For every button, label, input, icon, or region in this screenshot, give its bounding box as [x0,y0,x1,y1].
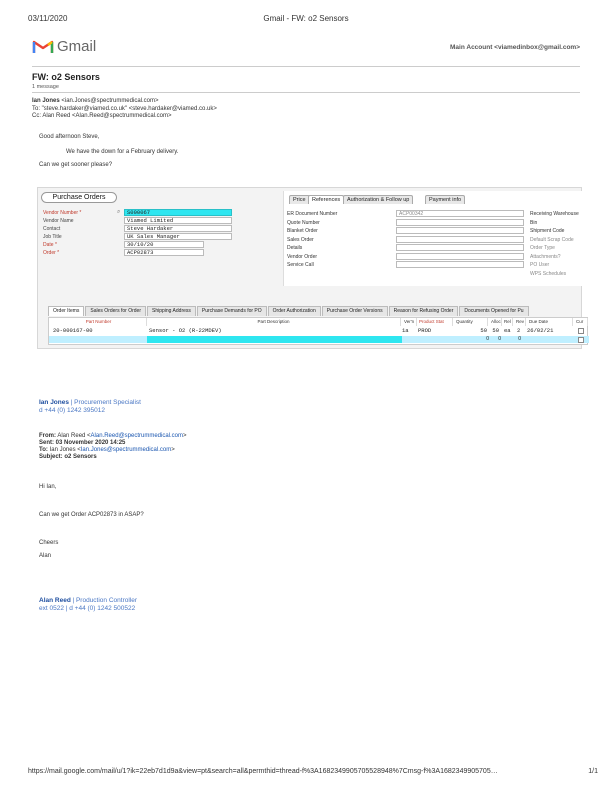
grid-column-header[interactable]: Part Number [51,318,147,326]
body-line-2: Can we get sooner please? [39,162,113,168]
forwarded-to-end: > [171,447,175,453]
row1-checkbox[interactable] [578,328,584,334]
lookup-icon[interactable]: ⌕ [117,209,121,215]
grid-column-header[interactable]: Rel [502,318,513,326]
vendor-field-label: Date * [43,242,57,248]
reference-field-input[interactable]: ACP00342 [396,210,524,217]
grid-column-header[interactable]: Quantity [454,318,488,326]
bottom-tab-order-items[interactable]: Order Items [48,306,84,316]
signature-2 [39,597,137,604]
gmail-logo-text: Gmail [57,38,97,55]
cell-product-status[interactable]: PROD [418,327,432,334]
forwarded-from-name: Alan Reed < [57,433,91,439]
vendor-field-input[interactable]: 30/10/20 [124,241,204,248]
warehouse-field-label: Attachments? [530,253,561,260]
order-items-grid [48,317,588,345]
bottom-tab-purchase-demands-for-po[interactable]: Purchase Demands for PO [197,306,267,316]
thread-subject: FW: o2 Sensors [32,72,100,82]
bottom-tab-purchase-order-versions[interactable]: Purchase Order Versions [322,306,388,316]
cell-quantity[interactable]: 50 [480,327,487,334]
forwarded-sign: Alan [39,553,52,559]
vendor-field-input[interactable]: Steve Hardaker [124,225,232,232]
print-footer-url: https://mail.google.com/mail/u/1?ik=22eb7d1d9a&view=pt&search=all&permthid=thread-f%3A1682349905705528948%7Cmsg-f%3A1682349905705… [28,768,498,775]
forwarded-from-label: From: [39,433,56,439]
cell2-rel[interactable]: 0 [518,336,521,342]
reference-field-label: Service Call [287,262,314,268]
vendor-field-label: Vendor Name [43,218,74,224]
forwarded-from-end: > [183,433,187,439]
forwarded-cheers: Cheers [39,540,59,546]
reference-field-input[interactable] [396,253,524,260]
reference-field-label: ER Document Number [287,211,338,217]
subject-divider [32,92,580,93]
forwarded-body: Can we get Order ACP02873 in ASAP? [39,512,144,518]
tab-references[interactable]: References [308,195,344,204]
bottom-tab-order-authorization[interactable]: Order Authorization [268,306,321,316]
bottom-tab-reason-for-refusing-order[interactable]: Reason for Refusing Order [389,306,459,316]
cell2-quantity[interactable]: 0 [486,336,489,342]
vendor-field-input[interactable]: UK Sales Manager [124,233,232,240]
header-divider [32,66,580,67]
grid-column-header[interactable]: Ver'n [402,318,417,326]
vendor-field-label: Job Title [43,234,62,240]
signature-2-role: | Production Controller [72,597,138,604]
grid-column-header[interactable]: Product Stat [417,318,453,326]
purchase-orders-tab[interactable]: Purchase Orders [41,192,117,203]
forwarded-from-email[interactable]: Alan.Reed@spectrummedical.com [90,433,184,439]
forwarded-to [39,447,175,453]
vendor-field-label: Order * [43,250,60,256]
vendor-field-input[interactable]: Viamed Limited [124,217,232,224]
message-count: 1 message [32,84,59,90]
grid-column-header[interactable]: Due Date [527,318,573,326]
grid-column-header[interactable]: Rev [516,319,525,324]
warehouse-field-label: Order Type [530,245,555,251]
print-date: 03/11/2020 [28,14,68,23]
forwarded-sent: Sent: 03 November 2020 14:25 [39,440,126,446]
signature-1-role: | Procurement Specialist [70,399,141,406]
row2-checkbox[interactable] [578,337,584,343]
vendor-field-input[interactable]: S000067 [124,209,232,216]
vendor-field-input[interactable]: ACP02873 [124,249,204,256]
body-greeting: Good afternoon Steve, [39,134,100,140]
cell-due-date[interactable]: 26/02/21 [527,327,554,334]
forwarded-greeting: Hi Ian, [39,484,57,490]
tab-payment-info[interactable]: Payment info [425,195,465,204]
reference-field-label: Blanket Order [287,228,318,234]
cell-rel[interactable]: 2 [517,327,521,334]
warehouse-field-label: Receiving Warehouse [530,211,579,217]
signature-2-phone[interactable]: ext 0522 | d +44 (0) 1242 500522 [39,605,136,612]
bottom-tab-documents-opened-for-pu[interactable]: Documents Opened for Pu [459,306,528,316]
reference-field-input[interactable] [396,219,524,226]
cell-version[interactable]: 1a [402,327,409,334]
cell2-alloc[interactable]: 0 [498,336,501,342]
forwarded-subject: Subject: o2 Sensors [39,454,97,460]
reference-field-input[interactable] [396,261,524,268]
cell-part-number[interactable]: 20-000167-00 [53,327,93,334]
print-page-number: 1/1 [588,768,598,775]
signature-2-name: Alan Reed [39,597,71,604]
body-line-1: We have the down for a February delivery. [66,149,179,155]
print-title: Gmail - FW: o2 Sensors [263,14,349,23]
reference-field-input[interactable] [396,227,524,234]
signature-1 [39,399,141,406]
forwarded-from [39,433,187,439]
grid-column-header[interactable]: Part Description [147,318,401,326]
gmail-logo[interactable] [33,38,96,55]
warehouse-field-label: WPS Schedules [530,270,567,277]
reference-field-input[interactable] [396,236,524,243]
signature-1-name: Ian Jones [39,399,69,406]
forwarded-to-name: Ian Jones < [49,447,81,453]
message-cc: Cc: Alan Reed <Alan.Reed@spectrummedical.com> [32,113,172,119]
sender-name: Ian Jones [32,98,60,104]
warehouse-field-label: Bin [530,219,538,226]
message-from [32,98,159,104]
vendor-field-label: Vendor Number * [43,210,82,216]
cell-alloc[interactable]: 50 [492,327,499,334]
forwarded-to-email[interactable]: Ian.Jones@spectrummedical.com [80,447,172,453]
vendor-field-label: Contact [43,226,61,232]
sender-email[interactable]: <ian.Jones@spectrummedical.com> [61,98,159,104]
account-label: Main Account <viamedinbox@gmail.com> [450,44,580,51]
forwarded-to-label: To: [39,447,48,453]
grid-column-header[interactable]: Cur [574,318,588,326]
warehouse-field-label: Shipment Code [530,228,565,234]
bottom-tab-shipping-address[interactable]: Shipping Address [147,306,196,316]
signature-1-phone[interactable]: d +44 (0) 1242 395012 [39,407,105,414]
reference-field-label: Details [287,245,303,251]
reference-field-label: Quote Number [287,219,320,226]
reference-field-label: Sales Order [287,236,314,243]
cell-unit[interactable]: ea [504,327,511,334]
tab-price[interactable]: Price [289,195,310,204]
embedded-erp-screenshot [37,187,582,349]
gmail-m-icon [33,39,53,54]
reference-field-label: Vendor Order [287,253,318,260]
bottom-tab-sales-orders-for-order[interactable]: Sales Orders for Order [85,306,146,316]
cell-part-description[interactable]: Sensor - O2 (R-22MDEV) [149,327,222,334]
references-panel [283,191,583,286]
reference-field-input[interactable] [396,244,524,251]
warehouse-field-label: PO User [530,262,550,268]
tab-authorization-follow-up[interactable]: Authorization & Follow up [343,195,413,204]
selected-cell-highlight [147,336,402,343]
bottom-tabs [48,306,530,316]
message-to: To: "steve.hardaker@viamed.co.uk" <steve.hardaker@viamed.co.uk> [32,106,217,112]
warehouse-field-label: Default Scrap Code [530,236,574,243]
grid-column-header[interactable]: Alloc [491,319,501,324]
